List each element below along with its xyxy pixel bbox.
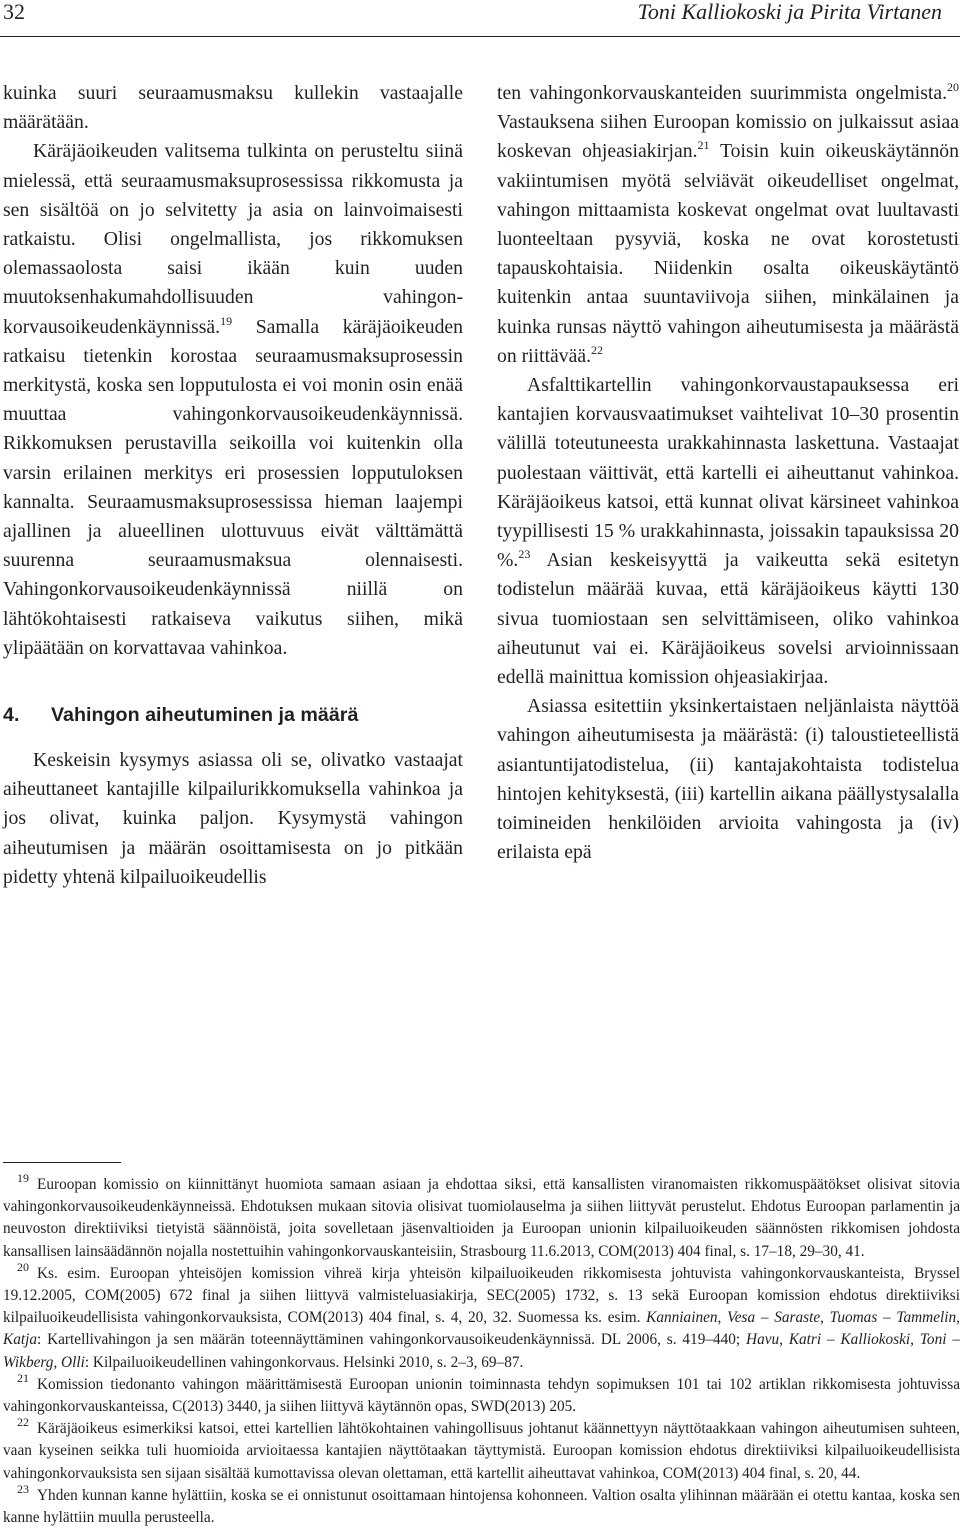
right-column	[497, 79, 959, 867]
paragraph-text: Asian keskeisyyttä ja vaikeutta sekä esitetyn todistelun määrää kuvaa, että käräjäoikeus käytti 130 sivua tuomiostaan sen selvittämiseen, oliko vahinkoa aiheutunut vai ei. Käräjäoikeus sovelsi arvioinnissaan edellä mainittua komission ohjeasiakirjaa.	[497, 549, 959, 689]
footnote-ref: 20	[947, 80, 959, 94]
footnote-number: 22	[17, 1415, 29, 1430]
paragraph-text: Samalla käräjäoikeuden ratkaisu tietenkin korostaa seuraamusmaksuprosessin merkitystä, koska sen lopputulosta ei voi monin osin enää muuttaa vahingonkorvausoikeudenkäynnissä. Rikkomuksen perustavilla seikoilla voi kuitenkin olla varsin erilainen merkitys eri prosessien lopputuloksen kannalta. Seuraamusmaksuprosessissa hieman laajempi ajallinen ja alueellinen ulottuvuus eivät välttämättä suurenna seuraamusmaksua olennaisesti. Vahingonkorvausoikeudenkäynnissä niillä on lähtökohtaisesti ratkaiseva vaikutus siihen, mikä ylipäätään on korvattavaa vahinkoa.	[3, 315, 463, 659]
footnote-rule	[3, 1162, 121, 1163]
paragraph	[497, 371, 959, 692]
section-number: 4.	[3, 704, 20, 727]
footnote-text: Euroopan komissio on kiinnittänyt huomiota samaan asiaan ja ehdottaa siksi, että kansallisten viranomaisten rikkomuspäätökset olisivat sitovia vahingonkorvausoikeudenkäynneissä. Ehdotuksen mukaan sitovia olisivat tuomiolauselma ja siihen liittyvät perustelut. Ehdotus Euroopan parlamentin ja neuvoston direktiiviksi tietyistä säännöistä, joita sovelletaan jäsenvaltioiden ja Euroopan unionin kilpailuoikeuden säännösten rikkomisen johdosta kansallisen lainsäädännön nojalla nostettuihin vahingonkorvauskanteisiin, Strasbourg 11.6.2013, COM(2013) 404 final, s. 17–18, 29–30, 41.	[3, 1176, 960, 1260]
footnotes	[3, 1171, 960, 1529]
paragraph	[497, 79, 959, 371]
footnote-22	[3, 1415, 960, 1485]
footnote-text: : Kilpailuoikeudellinen vahingonkorvaus. Helsinki 2010, s. 2–3, 69–87.	[84, 1353, 524, 1371]
header-rule	[0, 36, 960, 37]
footnote-21	[3, 1370, 960, 1418]
footnote-ref: 23	[518, 547, 531, 562]
footnote-ref: 19	[220, 313, 233, 328]
paragraph	[3, 79, 463, 137]
footnote-20	[3, 1259, 960, 1374]
footnote-number: 23	[17, 1481, 29, 1496]
footnote-text: Komission tiedonanto vahingon määrittämisestä Euroopan unionin toiminnasta tehdyn sopimuksen 101 tai 102 artiklan rikkomisesta johtuvissa vahingonkorvauskanteissa, C(2013) 3440, ja siihen liittyvä käytännön opas, SWD(2013) 205.	[3, 1375, 960, 1416]
paragraph-text: Keskeisin kysymys asiassa oli se, olivatko vastaajat aiheuttaneet kantajille kilpailurikkomuksella vahinkoa ja jos olivat, kuinka paljon. Kysymystä vahingon aiheutumisen ja määrän osoittamisesta on jo pitkään pidetty yhtenä kilpailuoikeudellis	[3, 749, 463, 888]
running-head: Toni Kalliokoski ja Pirita Virtanen	[637, 0, 942, 24]
paragraph-text: Toisin kuin oikeuskäytännön vakiintumisen myötä selviävät oikeudelliset ongelmat, vahingon mittaamista koskevat ongelmat ovat luultavasti luonteeltaan pysyviä, koska ne ovat korostetusti tapauskohtaisia. Niidenkin osalta oikeuskäytäntö kuitenkin antaa suuntaviivoja siihen, minkälainen ja kuinka runsas näyttö vahingon aiheutumisesta ja määrästä on riittävää.	[497, 140, 959, 367]
footnote-authors: Havu, Katri – Kalliokoski, Toni – Wikberg, Olli	[3, 1331, 960, 1371]
footnote-19	[3, 1171, 960, 1263]
footnote-text: Ks. esim. Euroopan yhteisöjen komission vihreä kirja yhteisön kilpailuoikeuden rikkomisesta johtuvista vahingonkorvauskanteista, Bryssel 19.12.2005, COM(2005) 672 final ja siihen liittyvä valmisteluasiakirja, SEC(2005) 1732, s. 13 sekä Euroopan komission ehdotus direktiiviksi kilpailuoikeudellisista vahingonkorvauksista, COM(2013) 404 final, s. 4, 20, 32. Suomessa ks. esim.	[3, 1264, 960, 1327]
paragraph	[3, 137, 463, 663]
paragraph-text: Asiassa esitettiin yksinkertaistaen neljänlaista näyttöä vahingon aiheutumisesta ja määrästä: (i) taloustieteellistä asiantuntijatodistelua, (ii) kantajakohtaista todistelua hintojen kehityksestä, (iii) kartellin aikana päällystysalalla toimineiden henkilöiden arvioita vahingosta ja (iv) erilaista epä	[497, 695, 959, 864]
footnote-number: 20	[17, 1259, 29, 1274]
footnote-23	[3, 1481, 960, 1529]
footnote-number: 21	[17, 1370, 29, 1385]
paragraph-text: Käräjäoikeuden valitsema tulkinta on perusteltu siinä mielessä, että seuraamusmaksuprosessissa rikkomusta ja sen sisältöä on jo selvitetty ja asia on lainvoimaisesti ratkaistu. Olisi ongelmallista, jos rikkomuksen olemassaolosta saisi ikään kuin uuden muutoksenhakumahdollisuuden vahingonkorvausoikeudenkäynnissä.	[3, 140, 463, 338]
left-column	[3, 79, 463, 892]
footnote-authors: Kanniainen, Vesa – Saraste, Tuomas – Tammelin, Katja	[3, 1309, 960, 1349]
footnote-ref: 21	[697, 138, 710, 153]
paragraph-text: kuinka suuri seuraamusmaksu kullekin vastaajalle määrätään.	[3, 82, 463, 134]
footnote-text: Käräjäoikeus esimerkiksi katsoi, ettei kartellien lähtökohtainen vahingollisuus johtanut käännettyyn näyttötaakkaan vahingon aiheutumisen suhteen, vaan kyseinen seikka tuli huomioida arvioitaessa kantajien näyttötaakan täyttymistä. Euroopan komission ehdotus direktiiviksi kilpailuoikeudellisista vahingonkorvauksista sen sijaan sisältää kumottavissa olevan olettaman, että kartellit aiheuttavat vahinkoa, COM(2013) 404 final, s. 20, 44.	[3, 1420, 960, 1482]
paragraph	[497, 692, 959, 867]
paragraph-text: ten vahingonkorvauskanteiden suurimmista ongelmista.	[497, 82, 947, 104]
page-number: 32	[3, 0, 25, 24]
footnote-text: Yhden kunnan kanne hylättiin, koska se ei onnistunut osoittamaan hintojensa kohonneen. Valtion osalta ylihinnan määrään ei otettu kantaa, koska sen kanne hylättiin muulla perusteella.	[3, 1486, 960, 1527]
footnote-number: 19	[17, 1171, 29, 1185]
section-title: Vahingon aiheutuminen ja määrä	[51, 704, 359, 727]
paragraph-text: Asfalttikartellin vahingonkorvaustapauksessa eri kantajien korvausvaatimukset vaihtelivat 10–30 prosentin välillä toteutuneesta urakkahinnasta laskettuna. Vastaajat puolestaan väittivät, että kartelli ei aiheuttanut vahinkoa. Käräjäoikeus katsoi, että kunnat olivat kärsineet vahinkoa tyypillisesti 15 % urakkahinnasta, joissakin tapauksissa 20 %.	[497, 374, 959, 572]
footnote-text: : Kartellivahingon ja sen määrän toteennäyttäminen vahingonkorvausoikeudenkäynnissä. DL 2006, s. 419–440;	[37, 1331, 747, 1349]
footnote-ref: 22	[591, 342, 604, 357]
paragraph-text: Vastauksena siihen Euroopan komissio on julkaissut asiaa koskevan ohjeasiakirjan.	[497, 111, 959, 163]
paragraph	[3, 746, 463, 892]
section-heading	[3, 701, 463, 730]
